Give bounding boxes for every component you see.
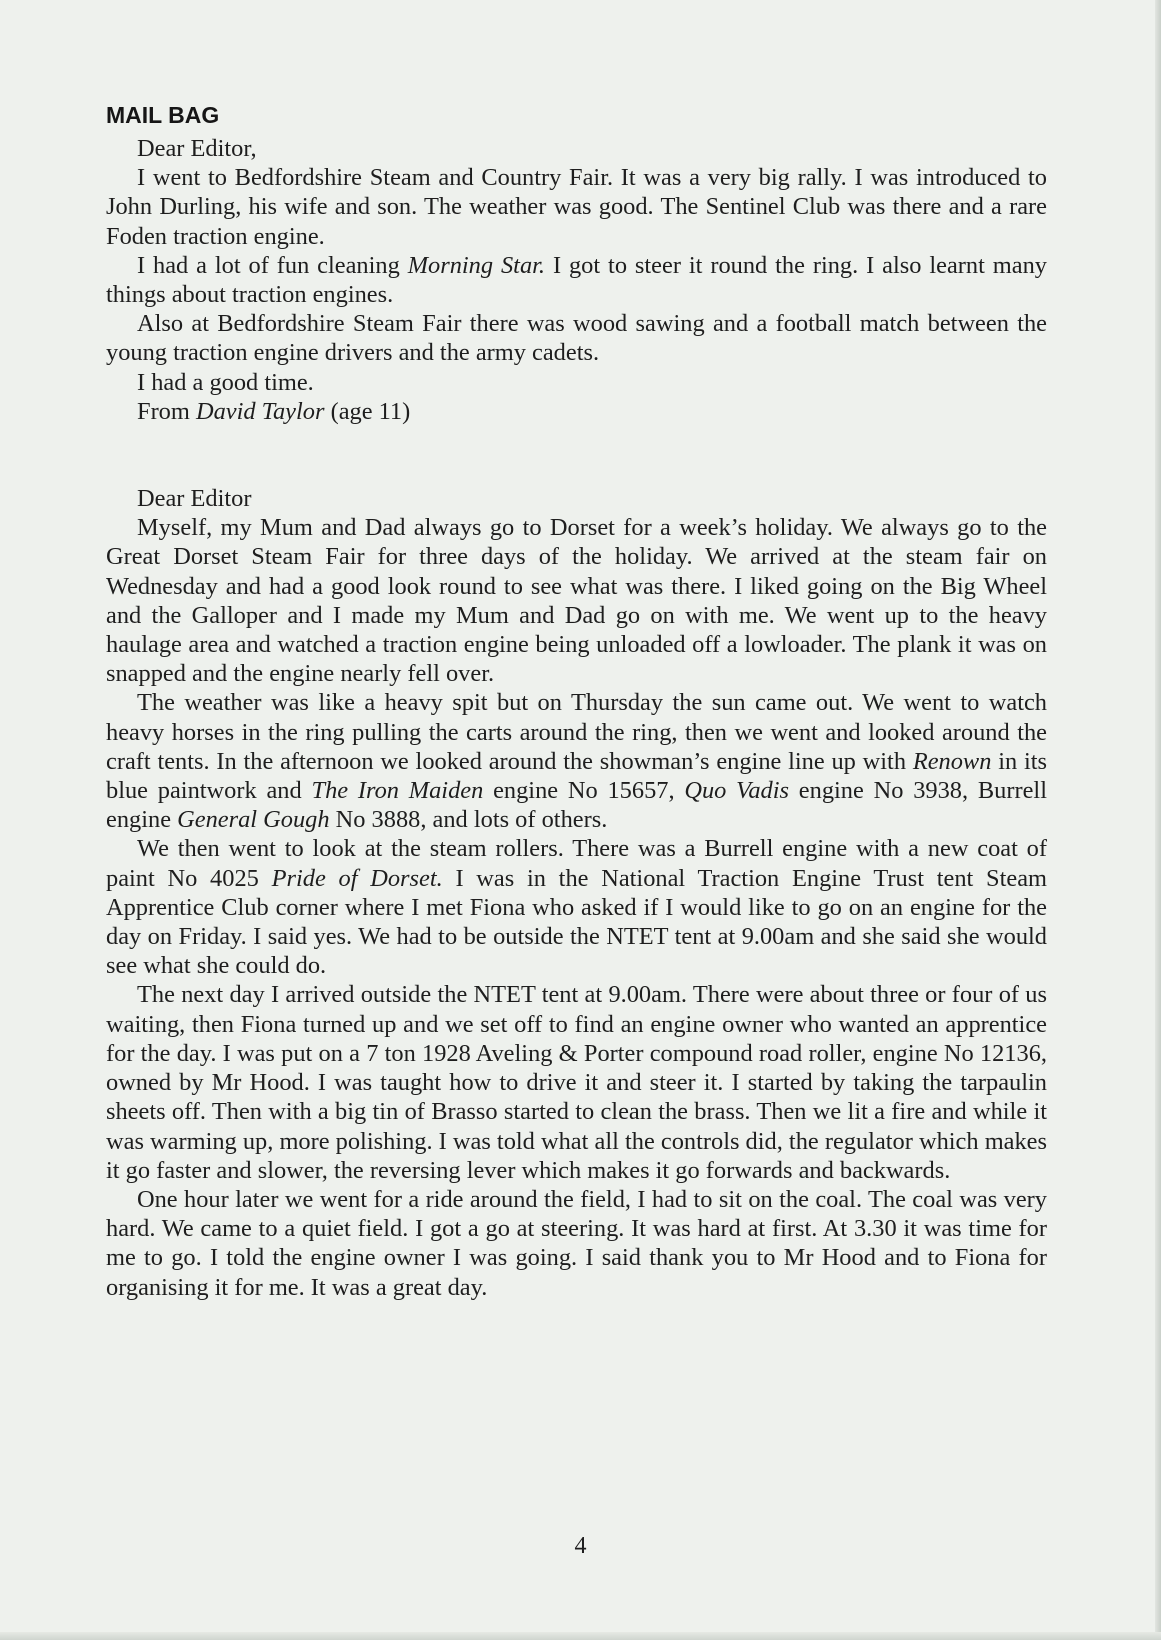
engine-name: Quo Vadis: [684, 777, 790, 805]
text-run: I got to steer it round the ring. I also learnt many things about traction engines.: [106, 251, 1047, 309]
bottom-edge: [0, 1632, 1161, 1640]
author-name: David Taylor: [195, 397, 325, 425]
text-run: We then went to look at the steam rollers. There was a Burrell engine with a new coat of paint No 4025: [106, 835, 1047, 892]
letter-1-paragraph-4: I had a good time.: [137, 368, 314, 396]
letter-2-paragraph-1: Myself, my Mum and Dad always go to Dorset for a week’s holiday. We always go to the Great Dorset Steam Fair for three days of the holiday. We arrived at the steam fair on Wednesday and had a good look round to see what was there. I liked going on the Big Wheel and the Galloper and I made my Mum and Dad go on with me. We went up to the heavy haulage area and watched a traction engine being unloaded off a lowloader. The plank it was on snapped and the engine nearly fell over.: [106, 514, 1047, 688]
engine-name: Morning Star.: [407, 251, 546, 279]
text-run: The weather was like a heavy spit but on Thursday the sun came out. We went to watch heavy horses in the ring pulling the carts around the ring, then we went and looked around the craft tents. In the afternoon we looked around the showman’s engine line up with: [106, 689, 1047, 775]
author-age: (age 11): [324, 397, 411, 425]
letter-2-paragraph-5: One hour later we went for a ride around the field, I had to sit on the coal. The coal was very hard. We came to a quiet field. I got a go at steering. It was hard at first. At 3.30 it was time for me to go. I told the engine owner I was going. I said thank you to Mr Hood and to Fiona for organising it for me. It was a great day.: [106, 1185, 1047, 1301]
section-heading: MAIL BAG: [106, 102, 220, 128]
engine-name: The Iron Maiden: [311, 777, 484, 805]
letter-1-salutation: Dear Editor,: [137, 135, 257, 162]
text-run: No 3888, and lots of others.: [329, 806, 608, 834]
letter-1-paragraph-2: [106, 251, 1047, 309]
engine-name: General Gough: [177, 806, 330, 834]
engine-name: Renown: [912, 747, 992, 775]
letter-2-paragraph-4: The next day I arrived outside the NTET tent at 9.00am. There were about three or four of us waiting, then Fiona turned up and we set off to find an engine owner who wanted an apprentice for the day. I was put on a 7 ton 1928 Aveling & Porter compound road roller, engine No 12136, owned by Mr Hood. I was taught how to drive it and steer it. I started by taking the tarpaulin sheets off. Then with a big tin of Brasso started to clean the brass. Then we lit a fire and while it was warming up, more polishing. I was told what all the controls did, the regulator which makes it go faster and slower, the reversing lever which makes it go forwards and backwards.: [106, 981, 1047, 1184]
article-content: [106, 100, 1047, 1302]
page-edge: [1155, 0, 1161, 1640]
letter-1-paragraph-1: I went to Bedfordshire Steam and Country Fair. It was a very big rally. I was introduced to John Durling, his wife and son. The weather was good. The Sentinel Club was there and a rare Foden traction engine.: [106, 164, 1047, 250]
letter-2: [106, 484, 1047, 1302]
letter-2-salutation: Dear Editor: [137, 485, 252, 513]
text-run: in its blue paintwork and: [106, 747, 1047, 805]
letter-2-paragraph-2: [106, 688, 1047, 834]
engine-name: Pride of Dorset.: [271, 864, 443, 892]
text-run: From: [137, 397, 196, 425]
text-run: I was in the National Traction Engine Trust tent Steam Apprentice Club corner where I met Fiona who asked if I would like to go on an engine for the day on Friday. I said yes. We had to be outside the NTET tent at 9.00am and she said she would see what she could do.: [106, 864, 1047, 980]
letter-1: [106, 134, 1047, 426]
text-run: engine No 3938, Burrell engine: [106, 777, 1047, 834]
page-number: 4: [574, 1533, 587, 1559]
letter-1-paragraph-3: Also at Bedfordshire Steam Fair there was wood sawing and a football match between the young traction engine drivers and the army cadets.: [106, 310, 1047, 367]
text-run: I had a lot of fun cleaning: [137, 251, 408, 279]
text-run: engine No 15657,: [483, 777, 685, 805]
letter-1-signoff: [106, 397, 1047, 426]
letter-2-paragraph-3: [106, 834, 1047, 980]
